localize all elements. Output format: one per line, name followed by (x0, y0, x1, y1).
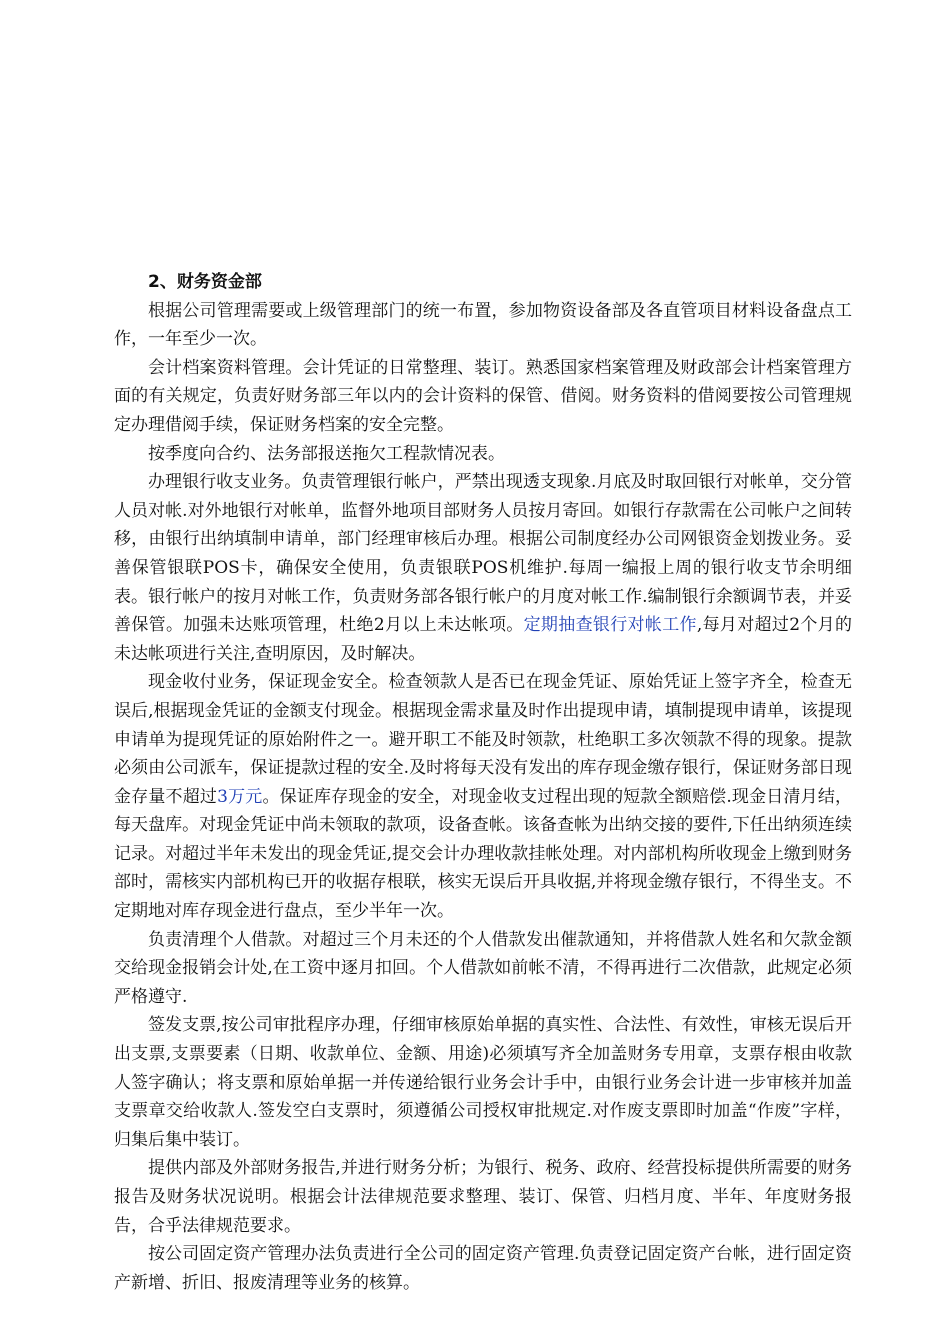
bank-reconciliation-link[interactable]: 定期抽查银行对帐工作 (523, 615, 697, 636)
paragraph-archives (114, 354, 852, 440)
paragraph-text: 会计档案资料管理。会计凭证的日常整理、装订。熟悉国家档案管理及财政部会计档案管理方面的有关规定，负责好财务部三年以内的会计资料的保管、借阅。财务资料的借阅要按公司管理规定办理借阅手续，保证财务档案的安全完整。 (114, 357, 852, 435)
paragraph-cash-business (114, 668, 852, 925)
paragraph-text: 提供内部及外部财务报告,并进行财务分析；为银行、税务、政府、经营投标提供所需要的财务报告及财务状况说明。根据会计法律规范要求整理、装订、保管、归档月度、半年、年度财务报告，合乎法律规范要求。 (114, 1158, 852, 1236)
paragraph-cheques (114, 1011, 852, 1154)
paragraph-text: 按公司固定资产管理办法负责进行全公司的固定资产管理.负责登记固定资产台帐，进行固定资产新增、折旧、报废清理等业务的核算。 (114, 1244, 852, 1293)
paragraph-text: ,每月对超过2个月的未达帐项进行关注,查明原因，及时解决。 (114, 615, 852, 664)
paragraph-personal-loans (114, 926, 852, 1012)
paragraph-text: 按季度向合约、法务部报送拖欠工程款情况表。 (148, 443, 505, 464)
paragraph-text: 负责清理个人借款。对超过三个月未还的个人借款发出催款通知，并将借款人姓名和欠款金额交给现金报销会计处,在工资中逐月扣回。个人借款如前帐不清，不得再进行二次借款，此规定必须严格遵守. (114, 929, 852, 1007)
cash-limit-link[interactable]: 3万元 (217, 786, 263, 807)
paragraph-text: 办理银行收支业务。负责管理银行帐户，严禁出现透支现象.月底及时取回银行对帐单，交分管人员对帐.对外地银行对帐单，监督外地项目部财务人员按月寄回。如银行存款需在公司帐户之间转移，由银行出纳填制申请单，部门经理审核后办理。根据公司制度经办公司网银资金划拨业务。妥善保管银联POS卡，确保安全使用，负责银联POS机维护.每周一编报上周的银行收支节余明细表。银行帐户的按月对帐工作，负责财务部各银行帐户的月度对帐工作.编制银行余额调节表，并妥善保管。加强未达账项管理，杜绝2月以上未达帐项。 (114, 472, 852, 636)
paragraph-fixed-assets (114, 1240, 852, 1297)
paragraph-text: 签发支票,按公司审批程序办理，仔细审核原始单据的真实性、合法性、有效性，审核无误后开出支票,支票要素（日期、收款单位、金额、用途)必须填写齐全加盖财务专用章，支票存根由收款人签字确认；将支票和原始单据一并传递给银行业务会计手中，由银行业务会计进一步审核并加盖支票章交给收款人.签发空白支票时，须遵循公司授权审批规定.对作废支票即时加盖“作废”字样，归集后集中装订。 (114, 1015, 852, 1150)
paragraph-text: 根据公司管理需要或上级管理部门的统一布置，参加物资设备部及各直管项目材料设备盘点工作，一年至少一次。 (114, 300, 852, 350)
paragraph-inventory (114, 297, 852, 354)
document-page (114, 268, 852, 1297)
paragraph-financial-reports (114, 1154, 852, 1240)
paragraph-text: 现金收付业务，保证现金安全。检查领款人是否已在现金凭证、原始凭证上签字齐全，检查无误后,根据现金凭证的金额支付现金。根据现金需求量及时作出提现申请，填制提现申请单，该提现申请单为提现凭证的原始附件之一。避开职工不能及时领款，杜绝职工多次领款不得的现象。提款必须由公司派车，保证提款过程的安全.及时将每天没有发出的库存现金缴存银行，保证财务部日现金存量不超过 (114, 672, 852, 807)
paragraph-arrears-report (114, 440, 852, 469)
section-heading: 2、财务资金部 (148, 272, 262, 292)
paragraph-bank-business (114, 468, 852, 668)
paragraph-text: 。保证库存现金的安全，对现金收支过程出现的短款全额赔偿.现金日清月结，每天盘库。对现金凭证中尚未领取的款项，设备查帐。该备查帐为出纳交接的要件,下任出纳须连续记录。对超过半年未发出的现金凭证,提交会计办理收款挂帐处理。对内部机构所收现金上缴到财务部时，需核实内部机构已开的收据存根联，核实无误后开具收据,并将现金缴存银行，不得坐支。不定期地对库存现金进行盘点，至少半年一次。 (114, 786, 852, 922)
